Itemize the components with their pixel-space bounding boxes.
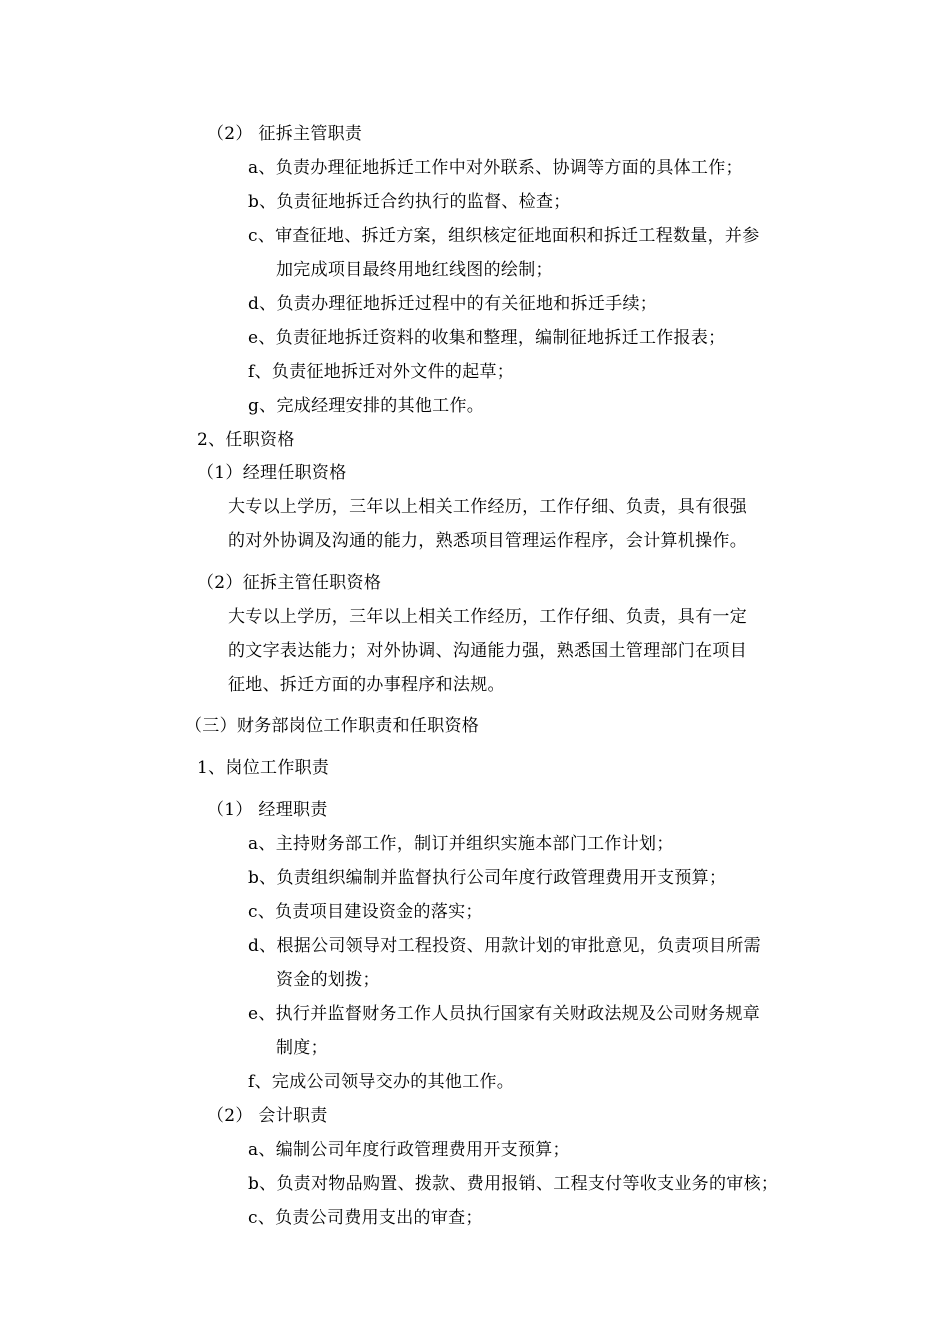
list-item: c、审查征地、拆迁方案，组织核定征地面积和拆迁工程数量，并参 (248, 226, 760, 246)
paragraph-line: 的文字表达能力；对外协调、沟通能力强，熟悉国土管理部门在项目 (228, 641, 747, 661)
chapter-heading: （三）财务部岗位工作职责和任职资格 (185, 716, 480, 736)
list-item: f、负责征地拆迁对外文件的起草； (248, 362, 515, 382)
paragraph-line: 大专以上学历，三年以上相关工作经历，工作仔细、负责，具有很强 (228, 497, 747, 517)
list-item: f、完成公司领导交办的其他工作。 (248, 1072, 515, 1092)
paragraph-line: 的对外协调及沟通的能力，熟悉项目管理运作程序，会计算机操作。 (228, 531, 747, 551)
paragraph-line: 大专以上学历，三年以上相关工作经历，工作仔细、负责，具有一定 (228, 607, 747, 627)
list-item: a、主持财务部工作，制订并组织实施本部门工作计划； (248, 834, 674, 854)
list-item: b、负责对物品购置、拨款、费用报销、工程支付等收支业务的审核； (248, 1174, 779, 1194)
subsection-heading: （1）经理任职资格 (197, 463, 347, 483)
subsection-heading: （2） 会计职责 (207, 1106, 328, 1126)
list-item: d、根据公司领导对工程投资、用款计划的审批意见，负责项目所需 (248, 936, 761, 956)
list-item: d、负责办理征地拆迁过程中的有关征地和拆迁手续； (248, 294, 658, 314)
list-item: b、负责组织编制并监督执行公司年度行政管理费用开支预算； (248, 868, 727, 888)
subsection-heading: （2） 征拆主管职责 (207, 124, 363, 144)
section-heading: 1、岗位工作职责 (197, 758, 330, 778)
list-item-continuation: 资金的划拨； (276, 970, 380, 990)
list-item: c、负责公司费用支出的审查； (248, 1208, 483, 1228)
paragraph-line: 征地、拆迁方面的办事程序和法规。 (228, 675, 505, 695)
subsection-heading: （2）征拆主管任职资格 (197, 573, 382, 593)
list-item-continuation: 加完成项目最终用地红线图的绘制； (276, 260, 553, 280)
section-heading: 2、任职资格 (197, 430, 295, 450)
list-item: g、完成经理安排的其他工作。 (248, 396, 485, 416)
subsection-heading: （1） 经理职责 (207, 800, 328, 820)
list-item: a、编制公司年度行政管理费用开支预算； (248, 1140, 570, 1160)
list-item: c、负责项目建设资金的落实； (248, 902, 483, 922)
list-item: e、执行并监督财务工作人员执行国家有关财政法规及公司财务规章 (248, 1004, 761, 1024)
list-item: a、负责办理征地拆迁工作中对外联系、协调等方面的具体工作； (248, 158, 743, 178)
list-item: b、负责征地拆迁合约执行的监督、检查； (248, 192, 571, 212)
list-item: e、负责征地拆迁资料的收集和整理，编制征地拆迁工作报表； (248, 328, 726, 348)
list-item-continuation: 制度； (276, 1038, 328, 1058)
